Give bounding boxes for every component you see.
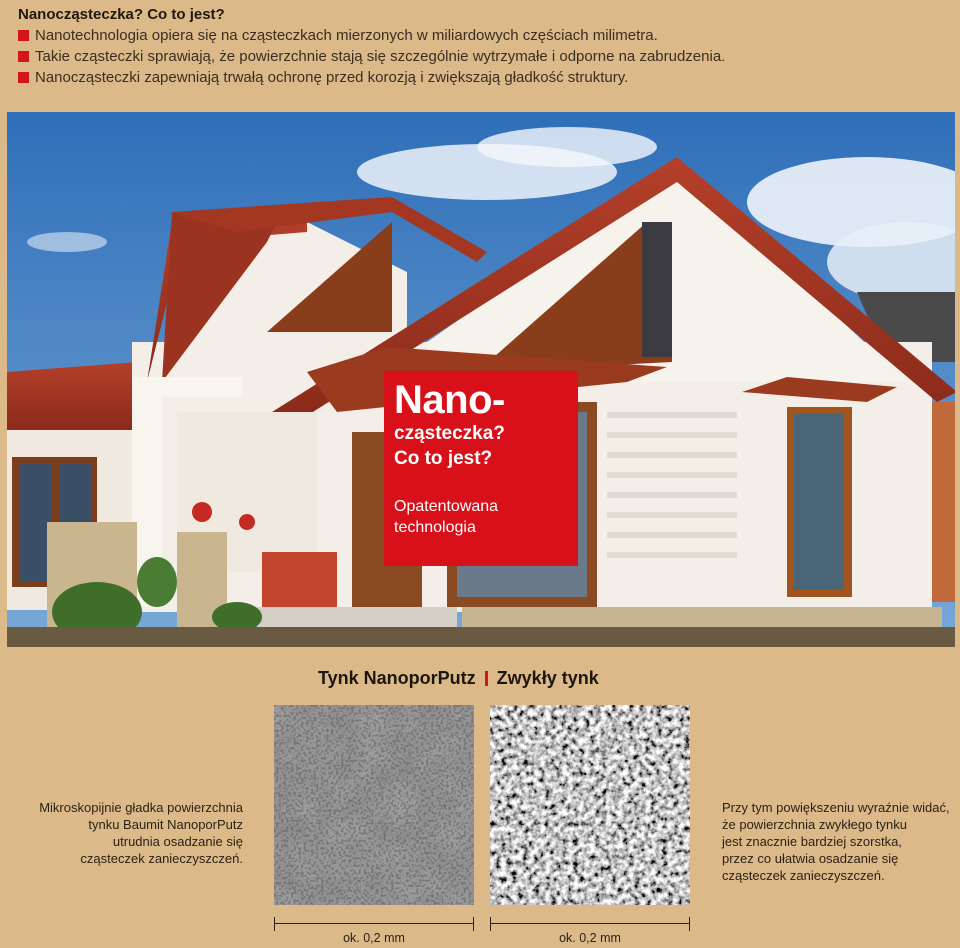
red-square-bullet-icon bbox=[18, 30, 29, 41]
scale-label-left: ok. 0,2 mm bbox=[343, 931, 405, 945]
callout-subtitle: Opatentowana technologia bbox=[394, 498, 499, 536]
intro-bullet: Takie cząsteczki sprawiają, że powierzchnie stają się szczególnie wytrzymałe i odporne na zabrudzenia. bbox=[18, 46, 948, 67]
red-square-bullet-icon bbox=[18, 72, 29, 83]
comparison-right-title: Zwykły tynk bbox=[496, 668, 599, 688]
smooth-surface-texture bbox=[274, 705, 474, 905]
description-regular-plaster: Przy tym powiększeniu wyraźnie widać, że powierzchnia zwykłego tynku jest znacznie bardziej szorstka, przez co ułatwia osadzanie się cząsteczek zanieczyszczeń. bbox=[722, 800, 950, 883]
callout-headline: Nano- bbox=[394, 378, 505, 422]
comparison-left-title: Tynk NanoporPutz bbox=[318, 668, 476, 688]
scale-bar-right bbox=[490, 917, 690, 931]
callout-headline-line3: Co to jest? bbox=[394, 448, 493, 469]
scale-label-right: ok. 0,2 mm bbox=[559, 931, 621, 945]
scale-bar-left bbox=[274, 917, 474, 931]
intro-title: Nanocząsteczka? Co to jest? bbox=[18, 6, 225, 23]
intro-bullet: Nanocząsteczki zapewniają trwałą ochronę przed korozją i zwiększają gładkość struktury. bbox=[18, 67, 948, 88]
description-nanoporputz: Mikroskopijnie gładka powierzchnia tynku Baumit NanoporPutz utrudnia osadzanie się cząsteczek zanieczyszczeń. bbox=[39, 800, 243, 866]
micrograph-regular-plaster bbox=[490, 705, 690, 905]
intro-bullet: Nanotechnologia opiera się na cząsteczkach mierzonych w miliardowych częściach milimetra. bbox=[18, 25, 948, 46]
callout-headline-line2: cząsteczka? bbox=[394, 423, 505, 444]
micrograph-nanoporputz bbox=[274, 705, 474, 905]
nano-callout-box bbox=[384, 371, 578, 566]
red-divider-icon bbox=[485, 671, 488, 686]
comparison-heading bbox=[318, 668, 599, 689]
intro-section bbox=[18, 4, 948, 88]
red-square-bullet-icon bbox=[18, 51, 29, 62]
rough-surface-texture bbox=[490, 705, 690, 905]
